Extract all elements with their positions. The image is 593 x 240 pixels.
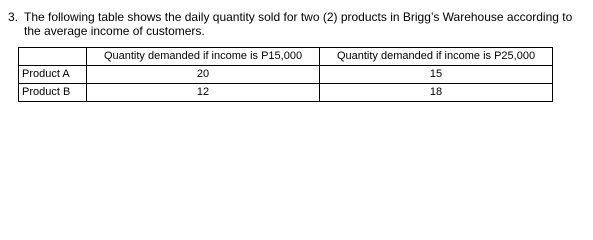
table-cell: 20 [87, 66, 320, 84]
table-cell: 12 [87, 84, 320, 102]
table-cell: 15 [320, 66, 553, 84]
table-row [19, 66, 553, 84]
question-number: 3. [8, 10, 19, 24]
table-header-row [19, 48, 553, 66]
question-text: The following table shows the daily quantity sold for two (2) products in Brigg’s Warehouse according to the average income of customers. [24, 10, 573, 38]
table-cell: 18 [320, 84, 553, 102]
row-label: Product B [19, 84, 87, 102]
header-cell-income-25000: Quantity demanded if income is P25,000 [320, 48, 553, 66]
quantity-table [18, 47, 553, 102]
header-cell-empty [19, 48, 87, 66]
header-cell-income-15000: Quantity demanded if income is P15,000 [87, 48, 320, 66]
row-label: Product A [19, 66, 87, 84]
question [8, 10, 588, 38]
table-row [19, 84, 553, 102]
